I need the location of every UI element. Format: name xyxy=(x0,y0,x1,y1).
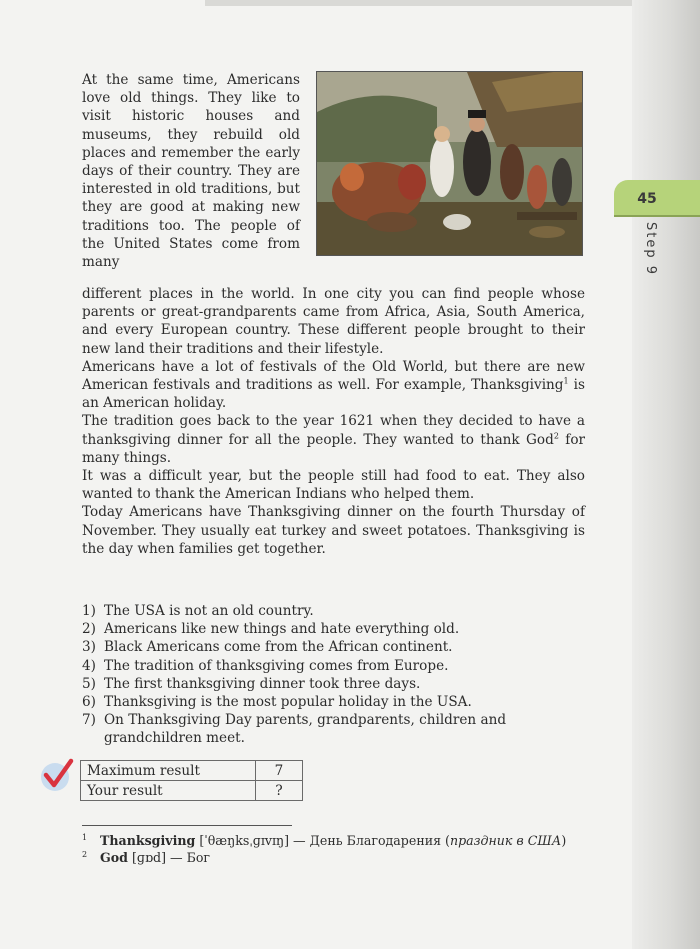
list-item xyxy=(82,675,585,693)
table-row xyxy=(81,781,303,801)
section-label: Step 9 xyxy=(643,222,658,277)
page-margin-strip xyxy=(632,0,700,949)
list-item xyxy=(82,711,585,747)
item-number: 4) xyxy=(82,657,96,674)
footnotes xyxy=(82,832,585,866)
max-result-label: Maximum result xyxy=(81,761,256,781)
paragraph-festivals-a: Americans have a lot of festivals of the Old World, but there are new American festivals and traditions as well. For example, Thanksgiving xyxy=(82,358,585,394)
footnote-transcription: [ˈθæŋksˌɡɪvɪŋ] — День Благодарения ( xyxy=(195,833,450,848)
footnote-divider xyxy=(82,825,292,826)
footnote-ref-1: 1 xyxy=(563,376,569,386)
footnote-ref-2: 2 xyxy=(553,431,559,441)
item-text: The first thanksgiving dinner took three days. xyxy=(104,675,421,692)
list-item xyxy=(82,602,585,620)
item-number: 7) xyxy=(82,712,96,729)
item-number: 6) xyxy=(82,694,96,711)
list-item xyxy=(82,620,585,638)
footnote-term: Thanksgiving xyxy=(100,833,196,848)
paragraph-intro: At the same time, Americans love old things. They like to visit historic houses and museums, they rebuild old places and remember the early days of their country. They are interested in old traditions, but they are good at making new traditions too. The people of the United States come from many xyxy=(82,72,300,271)
footnote-mark: 1 xyxy=(82,833,88,842)
paragraph-tradition-a: The tradition goes back to the year 1621 when they decided to have a thanksgiving dinner for all the people. They wanted to thank God xyxy=(82,413,585,448)
paragraph-difficult-year: It was a difficult year, but the people still had food to eat. They also wanted to thank the American Indians who helped them. xyxy=(82,468,585,503)
footnote-tail: ) xyxy=(561,833,567,848)
statement-list xyxy=(82,602,585,748)
paragraph-festivals-b: is an American holiday. xyxy=(82,377,585,412)
result-table xyxy=(80,760,303,801)
list-item xyxy=(82,657,585,675)
item-text: On Thanksgiving Day parents, grandparents, children and grandchildren meet. xyxy=(104,712,507,747)
item-number: 1) xyxy=(82,603,96,619)
your-result-value[interactable]: ? xyxy=(256,781,303,801)
item-number: 3) xyxy=(82,639,96,656)
footnote-mark: 2 xyxy=(82,850,88,859)
footnote-term: God xyxy=(100,850,128,865)
paragraph-today: Today Americans have Thanksgiving dinner on the fourth Thursday of November. They usually eat turkey and sweet potatoes. Thanksgiving is the day when families get together. xyxy=(82,504,585,557)
wrapped-paragraph xyxy=(82,71,300,271)
footnote-transcription: [ɡɒd] — Бог xyxy=(127,850,211,865)
item-text: Thanksgiving is the most popular holiday in the USA. xyxy=(104,694,472,711)
checkmark-icon xyxy=(40,757,74,793)
item-text: Americans like new things and hate everything old. xyxy=(104,621,460,638)
tab-rule xyxy=(614,215,700,217)
footnote-1 xyxy=(82,832,585,849)
footnote-2 xyxy=(82,849,585,866)
thanksgiving-illustration xyxy=(316,71,583,256)
item-text: The USA is not an old country. xyxy=(104,603,314,619)
page-top-edge xyxy=(205,0,700,6)
max-result-value: 7 xyxy=(256,761,303,781)
table-row xyxy=(81,761,303,781)
main-text xyxy=(82,285,585,558)
footnote-note: праздник в США xyxy=(449,833,562,848)
paragraph-festivals xyxy=(82,358,585,413)
paragraph-tradition xyxy=(82,412,585,467)
item-text: Black Americans come from the African continent. xyxy=(104,639,453,656)
item-number: 2) xyxy=(82,621,96,638)
paragraph-tradition-b: for many things. xyxy=(82,431,585,466)
paragraph-continuation: different places in the world. In one city you can find people whose parents or great-grandparents came from Africa, Asia, South America, and every European country. These different people brought to their new land their traditions and their lifestyle. xyxy=(82,286,585,357)
list-item xyxy=(82,693,585,711)
list-item xyxy=(82,638,585,656)
item-number: 5) xyxy=(82,675,96,692)
your-result-label: Your result xyxy=(81,781,256,801)
page-number: 45 xyxy=(637,191,657,207)
item-text: The tradition of thanksgiving comes from Europe. xyxy=(104,657,449,674)
